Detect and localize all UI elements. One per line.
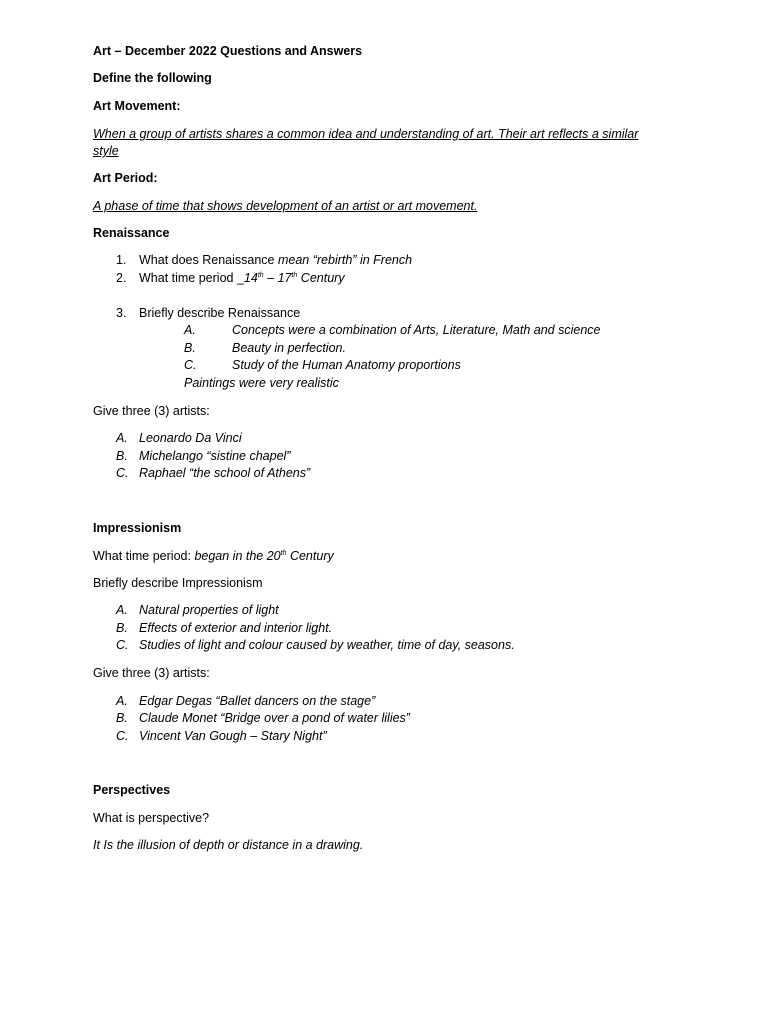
impressionism-describe-prompt: Briefly describe Impressionism (93, 576, 263, 590)
impressionism-description-item: Studies of light and colour caused by weather, time of day, seasons. (139, 638, 515, 652)
renaissance-description-item: Concepts were a combination of Arts, Literature, Math and science (232, 323, 601, 337)
perspectives-heading: Perspectives (93, 783, 171, 797)
impressionism-description-item: Effects of exterior and interior light. (139, 621, 333, 635)
art-period-label: Art Period: (93, 171, 158, 185)
impressionism-artists-prompt: Give three (3) artists: (93, 666, 210, 680)
renaissance-heading: Renaissance (93, 226, 170, 240)
list-letter: C. (116, 466, 129, 480)
renaissance-question-2: What time period _14th – 17th Century (139, 271, 345, 285)
renaissance-artists-prompt: Give three (3) artists: (93, 404, 210, 418)
list-letter: C. (116, 638, 129, 652)
renaissance-question-1: What does Renaissance mean “rebirth” in French (139, 253, 413, 267)
art-movement-definition-line1: When a group of artists shares a common idea and understanding of art. Their art reflects a similar (93, 127, 639, 141)
renaissance-artist: Michelango “sistine chapel” (139, 449, 291, 463)
impressionism-time-period: What time period: began in the 20th Century (93, 549, 334, 563)
perspectives-answer: It Is the illusion of depth or distance in a drawing. (93, 838, 364, 852)
impressionism-description-item: Natural properties of light (139, 603, 279, 617)
list-letter: C. (116, 729, 129, 743)
impressionism-heading: Impressionism (93, 521, 182, 535)
impressionism-artist: Claude Monet “Bridge over a pond of water lilies” (139, 711, 410, 725)
perspectives-question: What is perspective? (93, 811, 210, 825)
renaissance-question-3: Briefly describe Renaissance (139, 306, 301, 320)
art-period-definition: A phase of time that shows development of an artist or art movement. (93, 199, 478, 213)
question-number: 1. (116, 253, 127, 267)
renaissance-artist: Raphael “the school of Athens” (139, 466, 311, 480)
list-letter: A. (116, 603, 128, 617)
art-movement-definition-line2: style (93, 144, 119, 158)
list-letter: B. (116, 449, 128, 463)
sub-item-letter: A. (184, 323, 196, 337)
question-number: 2. (116, 271, 127, 285)
sub-item-letter: C. (184, 358, 197, 372)
renaissance-description-item: Study of the Human Anatomy proportions (232, 358, 461, 372)
list-letter: A. (116, 694, 128, 708)
document-title: Art – December 2022 Questions and Answers (93, 44, 363, 58)
list-letter: B. (116, 711, 128, 725)
art-movement-label: Art Movement: (93, 99, 181, 113)
renaissance-artist: Leonardo Da Vinci (139, 431, 242, 445)
sub-item-letter: B. (184, 341, 196, 355)
list-letter: A. (116, 431, 128, 445)
impressionism-artist: Edgar Degas “Ballet dancers on the stage” (139, 694, 376, 708)
question-number: 3. (116, 306, 127, 320)
renaissance-description-item: Beauty in perfection. (232, 341, 346, 355)
list-letter: B. (116, 621, 128, 635)
renaissance-description-extra: Paintings were very realistic (184, 376, 339, 390)
impressionism-artist: Vincent Van Gough – Stary Night” (139, 729, 327, 743)
define-heading: Define the following (93, 71, 212, 85)
